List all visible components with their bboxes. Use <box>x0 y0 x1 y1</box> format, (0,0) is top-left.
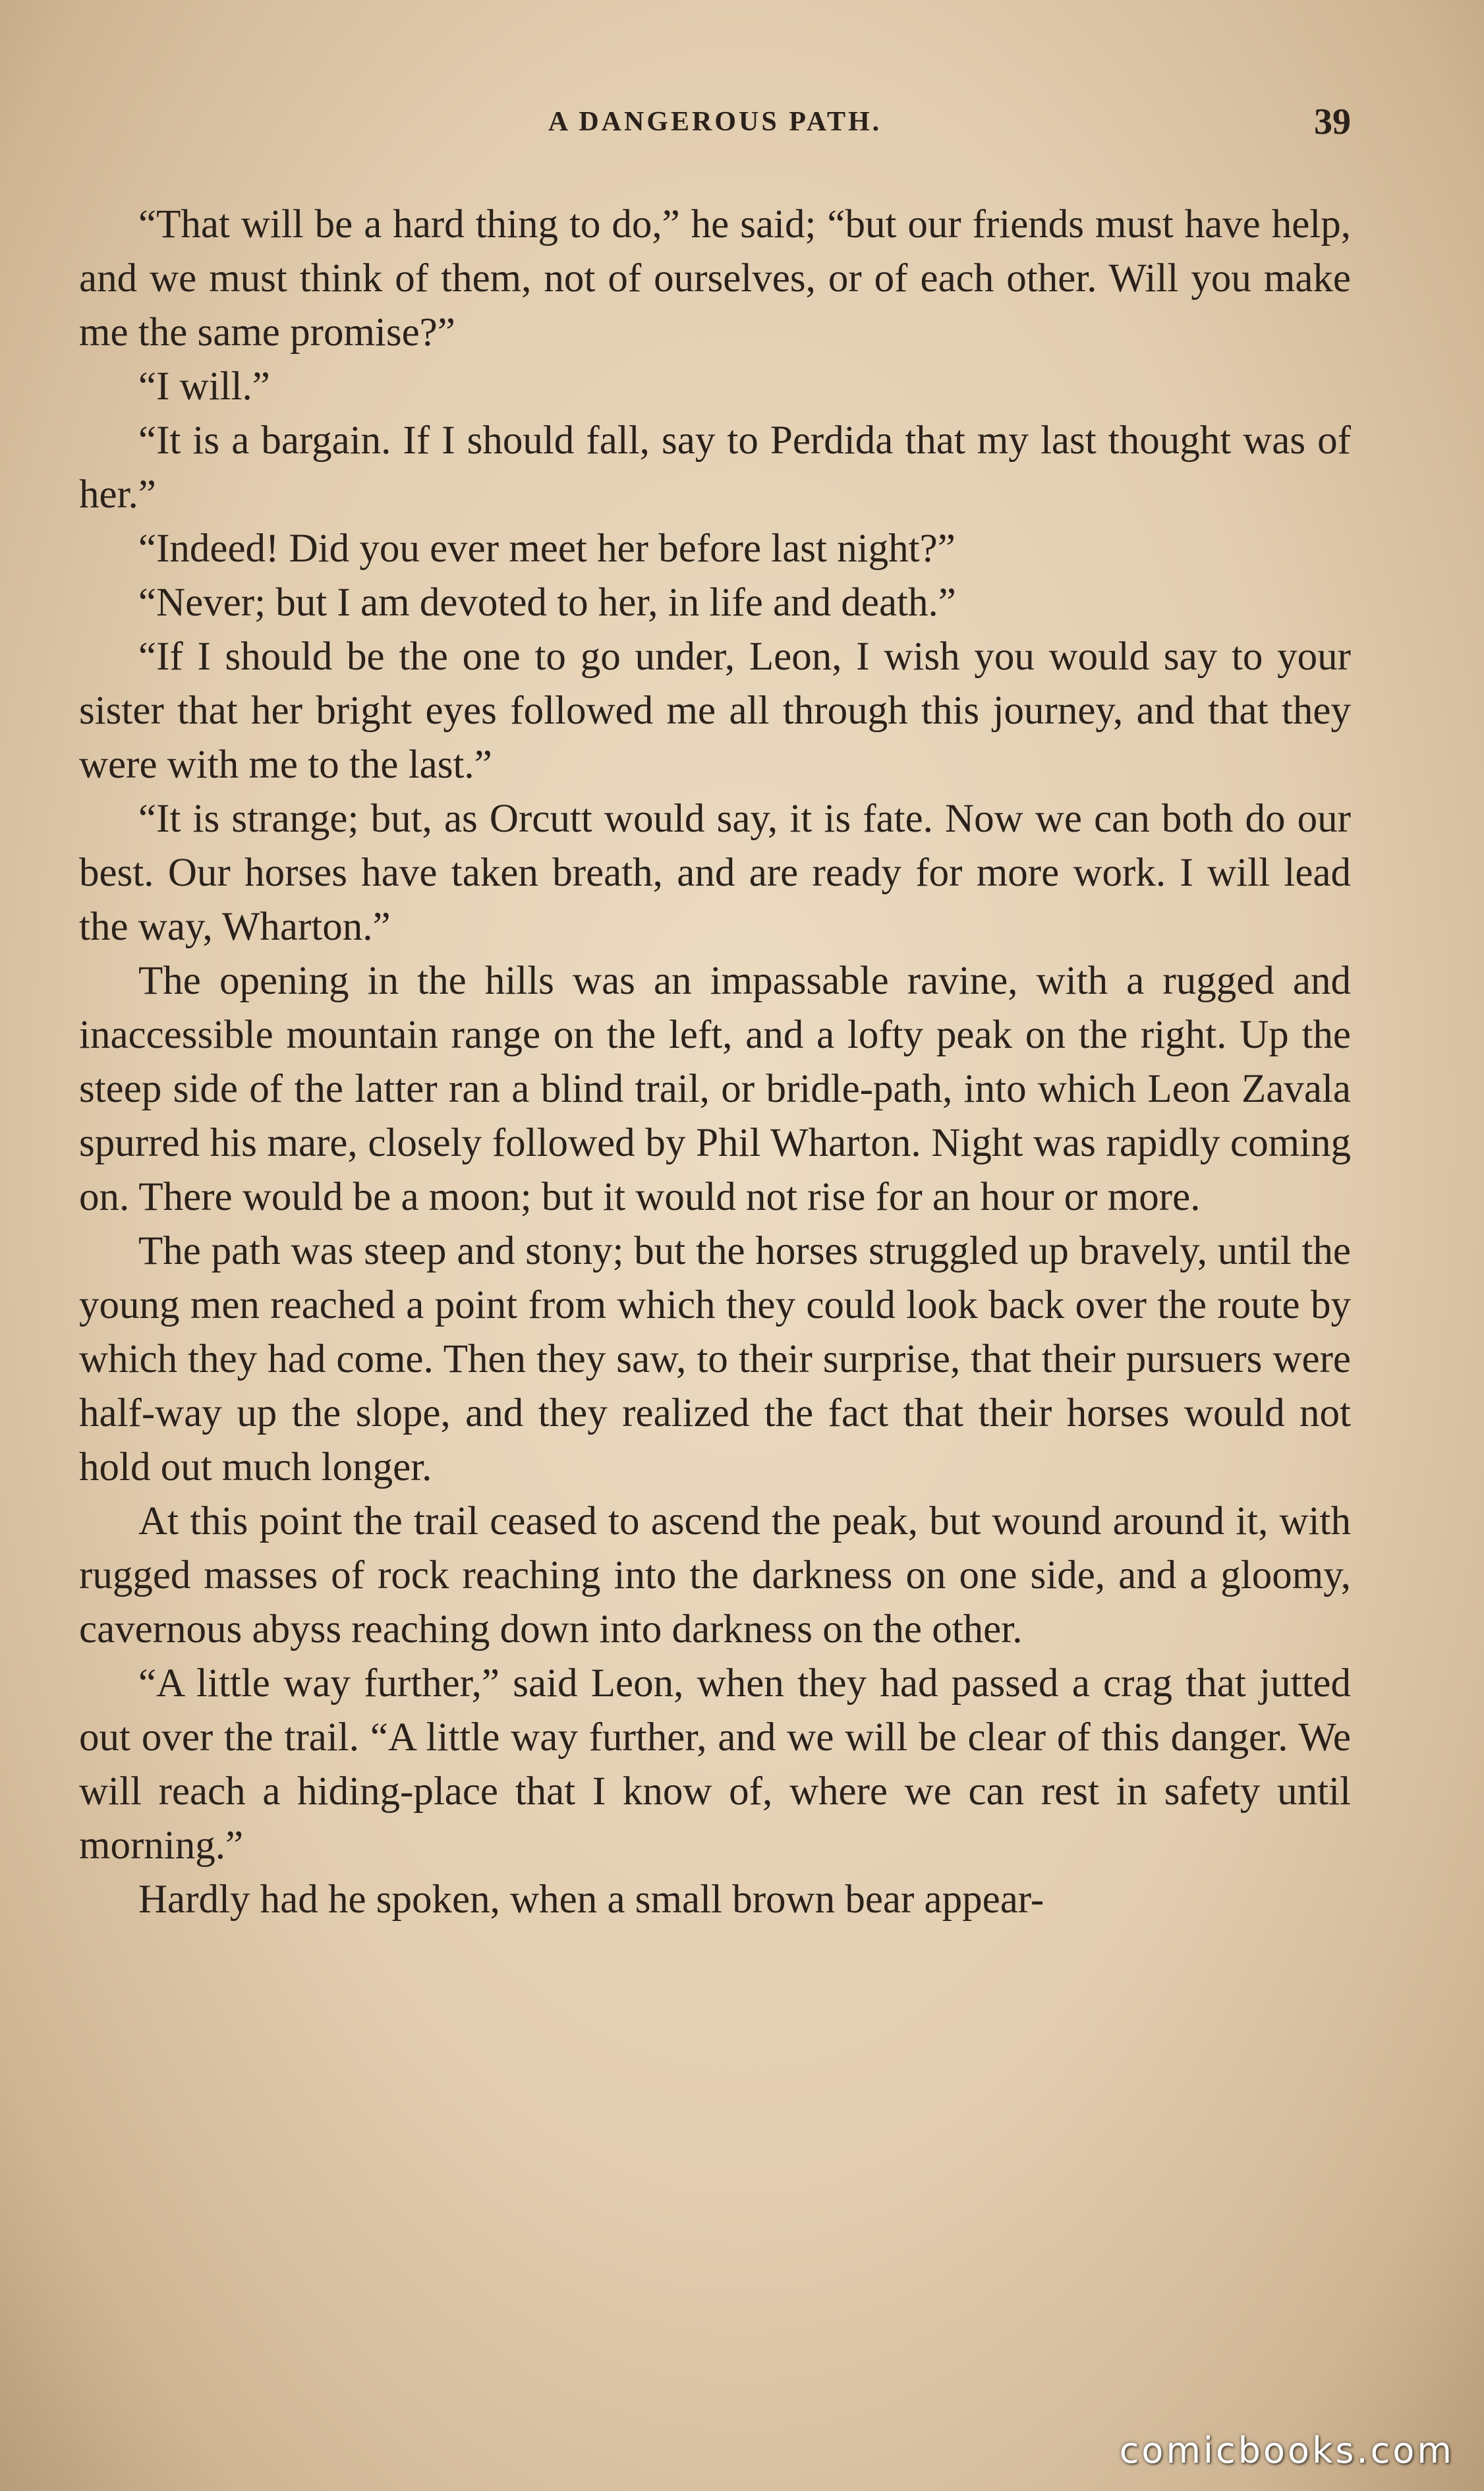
paragraph: “A little way further,” said Leon, when they had passed a crag that jutted out over the trail. “A little way further, and we will be clear of this danger. We will reach a hiding-place that I know of, where we can rest in safety until morning.” <box>79 1661 1351 1868</box>
paragraph: Hardly had he spoken, when a small brown bear appear- <box>138 1877 1044 1922</box>
page-header <box>79 99 1351 145</box>
paragraph: “Never; but I am devoted to her, in life and death.” <box>138 581 956 625</box>
paragraph: “I will.” <box>138 364 270 409</box>
paragraph: The opening in the hills was an impassable ravine, with a rugged and inaccessible mountain range on the left, and a lofty peak on the right. Up the steep side of the latter ran a blind trail, or bridle-path, into which Leon Zavala spurred his mare, closely followed by Phil Wharton. Night was rapidly coming on. There would be a moon; but it would not rise for an hour or more. <box>79 959 1351 1219</box>
site-watermark: comicbooks.com <box>1119 2430 1454 2471</box>
paragraph: “Indeed! Did you ever meet her before last night?” <box>138 527 956 571</box>
paragraph: “It is a bargain. If I should fall, say to Perdida that my last thought was of her.” <box>79 418 1351 517</box>
paragraph: At this point the trail ceased to ascend the peak, but wound around it, with rugged masses of rock reaching into the darkness on one side, and a gloomy, cavernous abyss reaching down into darkness on the other. <box>79 1499 1351 1651</box>
paragraph: “If I should be the one to go under, Leon, I wish you would say to your sister that her bright eyes followed me all through this journey, and that they were with me to the last.” <box>79 635 1351 787</box>
paragraph: “That will be a hard thing to do,” he said; “but our friends must have help, and we must think of them, not of ourselves, or of each other. Will you make me the same promise?” <box>79 202 1351 355</box>
paragraph: The path was steep and stony; but the horses struggled up bravely, until the young men reached a point from which they could look back over the route by which they had come. Then they saw, to their surprise, that their pursuers were half-way up the slope, and they realized the fact that their horses would not hold out much longer. <box>79 1229 1351 1489</box>
running-head: A DANGEROUS PATH. <box>548 107 882 137</box>
body-text <box>79 198 1351 1927</box>
page-number: 39 <box>1314 101 1351 142</box>
paragraph: “It is strange; but, as Orcutt would say, it is fate. Now we can both do our best. Our horses have taken breath, and are ready for more work. I will lead the way, Wharton.” <box>79 797 1351 949</box>
